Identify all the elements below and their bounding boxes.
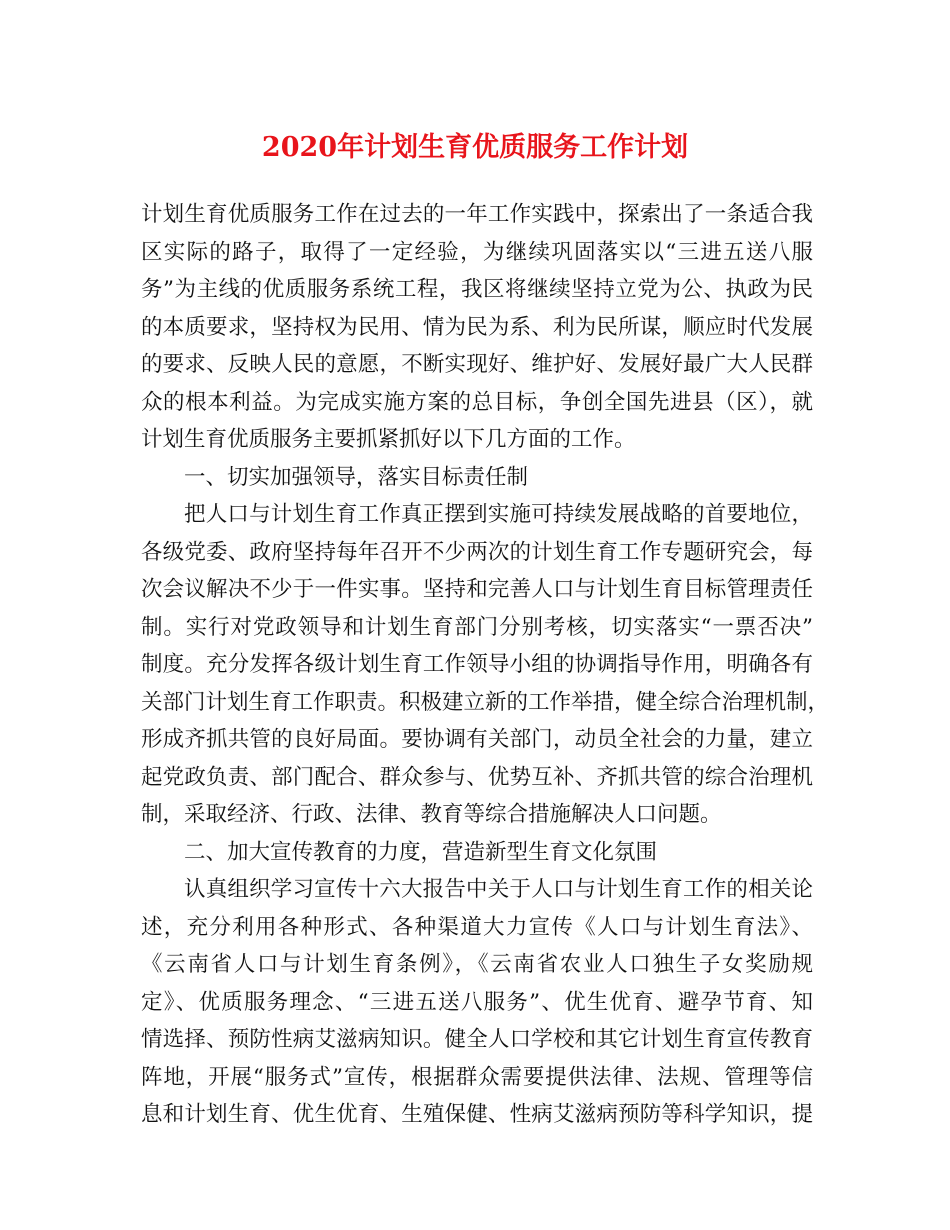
- text-line: 认真组织学习宣传十六大报告中关于人口与计划生育工作的相关论: [184, 877, 813, 902]
- text-line: 把人口与计划生育工作真正摆到实施可持续发展战略的首要地位，: [184, 502, 813, 527]
- text-line: 起党政负责、部门配合、群众参与、优势互补、齐抓共管的综合治理机: [141, 764, 813, 790]
- text-line: 《云南省人口与计划生育条例》，《云南省农业人口独生子女奖励规: [141, 952, 813, 977]
- text-line: 区实际的路子，取得了一定经验，为继续巩固落实以“三进五送八服: [141, 239, 813, 265]
- text-line: 二、加大宣传教育的力度，营造新型生育文化氛围: [184, 839, 658, 865]
- text-line: 阵地，开展“服务式”宣传，根据群众需要提供法律、法规、管理等信: [141, 1064, 813, 1090]
- document-body: [141, 196, 830, 1134]
- text-line: 述，充分利用各种形式、各种渠道大力宣传《人口与计划生育法》、: [141, 914, 813, 940]
- text-line: 计划生育优质服务主要抓紧抓好以下几方面的工作。: [141, 427, 636, 452]
- text-line: 务”为主线的优质服务系统工程，我区将继续坚持立党为公、执政为民: [141, 277, 813, 302]
- text-line: 次会议解决不少于一件实事。坚持和完善人口与计划生育目标管理责任: [141, 577, 813, 602]
- text-line: 众的根本利益。为完成实施方案的总目标，争创全国先进县（区），就: [141, 389, 813, 415]
- text-line: 定》、优质服务理念、“三进五送八服务”、优生优育、避孕节育、知: [141, 989, 813, 1015]
- text-line: 形成齐抓共管的良好局面。要协调有关部门，动员全社会的力量，建立: [141, 727, 813, 752]
- text-line: 制。实行对党政领导和计划生育部门分别考核，切实落实“一票否决”: [141, 614, 813, 640]
- text-line: 一、切实加强领导，落实目标责任制: [184, 464, 529, 490]
- text-line: 的要求、反映人民的意愿，不断实现好、维护好、发展好最广大人民群: [141, 352, 813, 377]
- text-line: 制，采取经济、行政、法律、教育等综合措施解决人口问题。: [141, 802, 722, 827]
- text-line: 的本质要求，坚持权为民用、情为民为系、利为民所谋，顺应时代发展: [141, 314, 813, 340]
- document-title: 2020年计划生育优质服务工作计划: [261, 132, 689, 163]
- text-line: 计划生育优质服务工作在过去的一年工作实践中，探索出了一条适合我: [141, 202, 813, 227]
- text-line: 各级党委、政府坚持每年召开不少两次的计划生育工作专题研究会，每: [141, 539, 813, 565]
- text-line: 息和计划生育、优生优育、生殖保健、性病艾滋病预防等科学知识，提: [141, 1102, 813, 1127]
- text-line: 制度。充分发挥各级计划生育工作领导小组的协调指导作用，明确各有: [141, 652, 813, 677]
- text-line: 关部门计划生育工作职责。积极建立新的工作举措，健全综合治理机制，: [141, 689, 830, 715]
- text-line: 情选择、预防性病艾滋病知识。健全人口学校和其它计划生育宣传教育: [141, 1027, 813, 1052]
